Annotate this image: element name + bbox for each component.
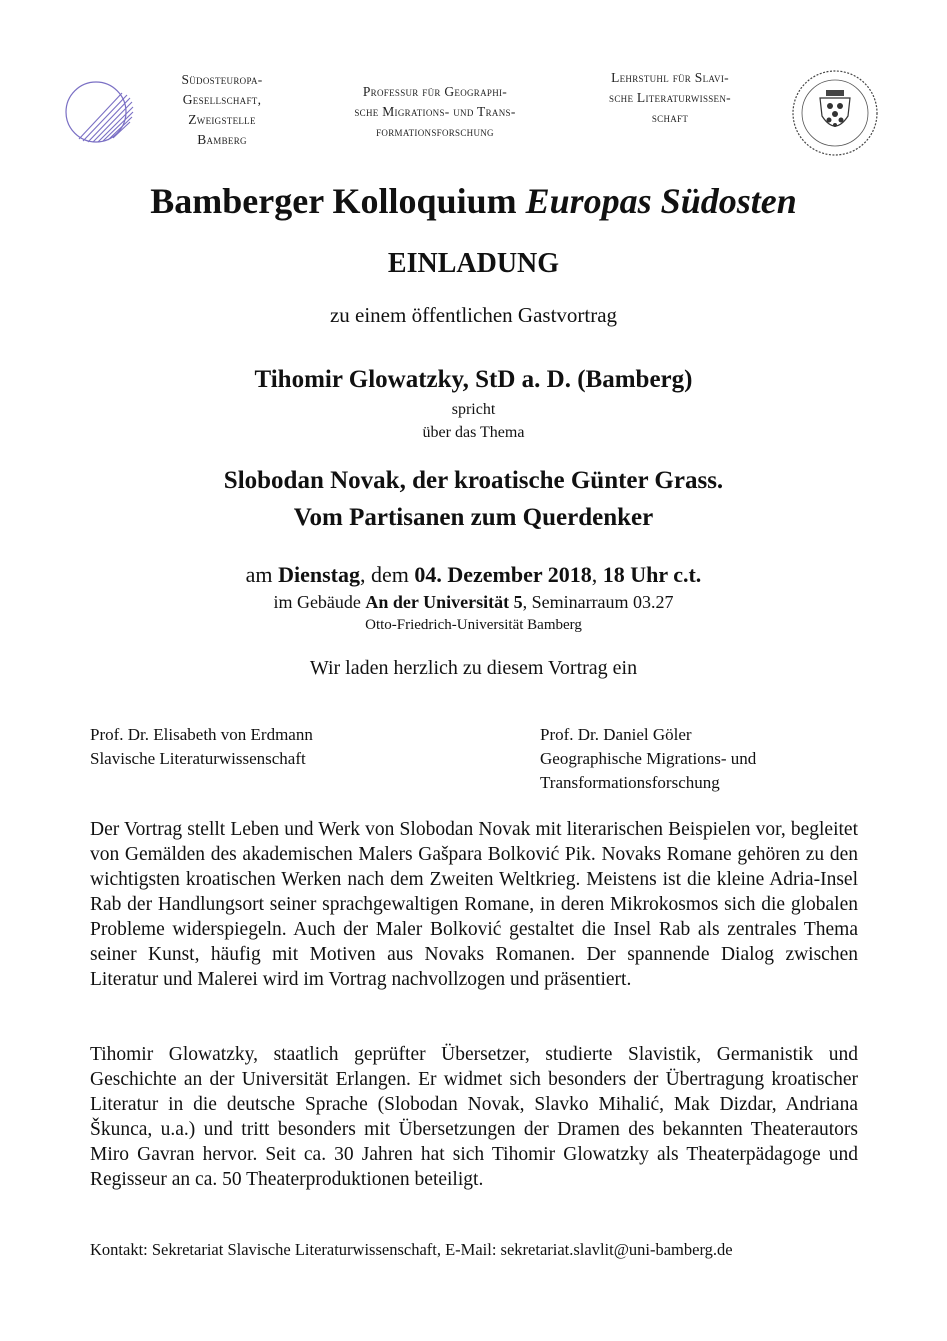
inst-right-line: schaft	[651, 110, 689, 125]
date-day: Dienstag	[278, 562, 360, 587]
speaker-name: Tihomir Glowatzky, StD a. D. (Bamberg)	[254, 366, 693, 393]
biography-paragraph: Tihomir Glowatzky, staatlich geprüfter Übersetzer, studierte Slavistik, Germanistik und Geschichte an der Universität Erlangen. Er widmet sich besonders der Übertragung kroatischer Literatur in die deutsche Sprache (Slobodan Novak, Slavko Mihalić, Mak Dizdar, Andriana Škunca, u.a.) und tritt besonders mit Übersetzungen der Dramen des bekannten Theaterautors Miro Gavran hervor. Seit ca. 30 Jahren hat sich Tihomir Glowatzky als Theaterpädagoge und Regisseur an ca. 50 Theaterproduktionen beteiligt.	[90, 1044, 858, 1190]
contact-line: Kontakt: Sekretariat Slavische Literaturwissenschaft, E-Mail: sekretariat.slavlit@uni-bamberg.de	[90, 1240, 733, 1259]
subtitle: zu einem öffentlichen Gastvortrag	[329, 303, 618, 327]
host-name: Prof. Dr. Elisabeth von Erdmann	[90, 725, 313, 744]
place-room: , Seminarraum 03.27	[522, 592, 674, 612]
place-building: An der Universität 5	[365, 592, 523, 612]
host-right	[540, 723, 860, 795]
lecture-topic	[0, 462, 947, 536]
description-paragraph: Der Vortrag stellt Leben und Werk von Slobodan Novak mit literarischen Beispielen vor, begleitet von Gemälden des akademischen Malers Gašpara Bolković Pik. Novaks Romane gehören zu den wichtigsten kroatischen Werken nach dem Zweiten Weltkrieg. Meistens ist die kleine Adria-Insel Rab der Handlungsort seiner sprachgewaltigen Romane, in deren Mikrokosmos sich die globalen Probleme widerspiegeln. Auch der Maler Bolković gestaltet die Insel Rab als zentrales Thema seiner Kunst, häufig mit Motiven aus Novaks Romanen. Der spannende Dialog zwischen Literatur und Malerei wird im Vortrag nachvollzogen und präsentiert.	[90, 819, 858, 990]
inst-left-line: Bamberg	[197, 132, 247, 147]
topic-line: Slobodan Novak, der kroatische Günter Grass.	[223, 467, 724, 494]
date-dem: , dem	[359, 562, 409, 587]
host-left	[90, 723, 490, 771]
date-comma: ,	[591, 562, 598, 587]
spricht-text: spricht	[451, 401, 496, 418]
host-name: Prof. Dr. Daniel Göler	[540, 725, 692, 744]
inst-middle-line: Professur für Geographi-	[362, 84, 508, 99]
host-dept: Geographische Migrations- und	[540, 749, 757, 768]
inst-right-line: sche Literaturwissen-	[609, 90, 731, 105]
inst-middle-line: formationsforschung	[376, 124, 494, 139]
place-prefix: im Gebäude	[273, 592, 361, 612]
date-time: 18 Uhr c.t.	[602, 562, 702, 587]
host-dept: Slavische Literaturwissenschaft	[90, 749, 306, 768]
date-value: 04. Dezember 2018	[414, 562, 592, 587]
title-main: Bamberger Kolloquium	[150, 181, 517, 221]
letterhead	[0, 60, 947, 170]
inst-left-line: Zweigstelle	[188, 112, 256, 127]
ueber-text: über das Thema	[422, 424, 525, 441]
university-name: Otto-Friedrich-Universität Bamberg	[365, 617, 582, 633]
inst-left-line: Südosteuropa-	[181, 72, 263, 87]
event-place	[0, 592, 947, 613]
welcome-text: Wir laden herzlich zu diesem Vortrag ein	[309, 657, 638, 679]
university-seal-icon	[790, 68, 880, 158]
invitation-heading: EINLADUNG	[387, 248, 560, 279]
inst-right-line: Lehrstuhl für Slavi-	[611, 70, 729, 85]
date-am: am	[245, 562, 273, 587]
page-title	[0, 180, 947, 222]
institution-middle	[300, 82, 570, 142]
host-dept: Transformationsforschung	[540, 773, 720, 792]
title-italic: Europas Südosten	[525, 181, 797, 221]
institution-left	[142, 70, 302, 150]
inst-middle-line: sche Migrations- und Trans-	[354, 104, 516, 119]
institution-right	[570, 68, 770, 128]
inst-left-line: Gesellschaft,	[182, 92, 262, 107]
event-date	[0, 562, 947, 588]
sog-logo-icon	[60, 78, 136, 146]
topic-line: Vom Partisanen zum Querdenker	[293, 504, 654, 531]
